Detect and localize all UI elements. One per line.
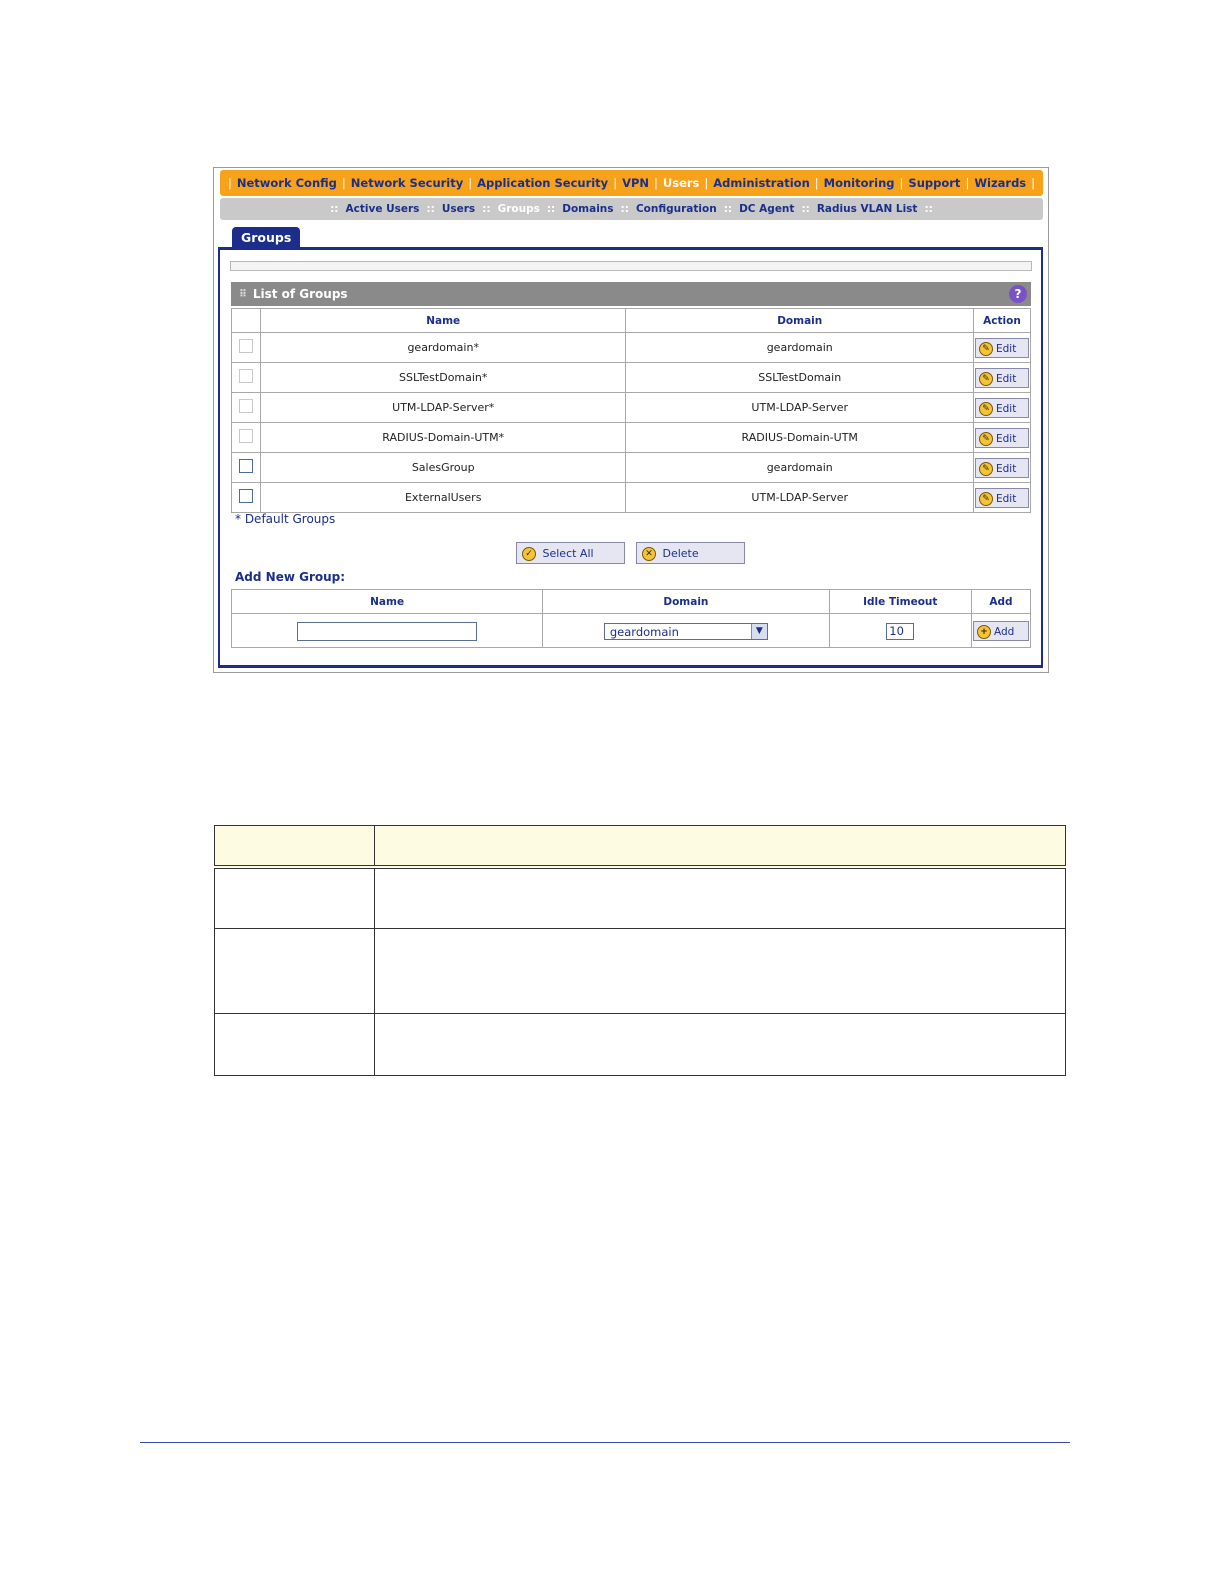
edit-icon: ✎ (979, 492, 993, 506)
subnav-separator: :: (546, 203, 556, 215)
message-bar (230, 261, 1032, 271)
nav-separator: | (1031, 176, 1036, 190)
footer-rule (140, 1442, 1070, 1443)
subnav-separator: :: (723, 203, 733, 215)
add-column-name: Name (232, 590, 543, 614)
subnav-separator: :: (924, 203, 933, 215)
add-group-table (231, 589, 1031, 648)
table-row (232, 453, 1031, 483)
nav-separator: | (704, 176, 709, 190)
delete-icon: ✕ (642, 547, 656, 561)
idle-timeout-cell (829, 614, 971, 648)
description-cell (375, 929, 1066, 1014)
select-all-label: Select All (542, 547, 594, 560)
group-name: SalesGroup (260, 453, 625, 483)
table-row (232, 333, 1031, 363)
section-title: List of Groups (252, 287, 348, 301)
grip-icon: ⠿ (239, 288, 247, 300)
edit-icon: ✎ (979, 402, 993, 416)
nav-users[interactable]: Users (662, 176, 700, 190)
edit-button[interactable] (975, 398, 1029, 418)
description-table (214, 825, 1066, 1076)
nav-network-security[interactable]: Network Security (350, 176, 464, 190)
delete-button[interactable] (636, 542, 745, 564)
nav-separator: | (899, 176, 904, 190)
table-row (232, 393, 1031, 423)
edit-label: Edit (996, 402, 1017, 415)
group-name: RADIUS-Domain-UTM* (260, 423, 625, 453)
description-header-row (215, 826, 1066, 868)
edit-label: Edit (996, 462, 1017, 475)
subnav-active-users[interactable]: Active Users (345, 203, 420, 215)
add-column-idle-timeout: Idle Timeout (829, 590, 971, 614)
group-domain: UTM-LDAP-Server (626, 393, 974, 423)
edit-icon: ✎ (979, 462, 993, 476)
check-icon: ✓ (522, 547, 536, 561)
row-checkbox (239, 369, 253, 383)
edit-label: Edit (996, 432, 1017, 445)
action-cell (974, 483, 1031, 513)
edit-icon: ✎ (979, 432, 993, 446)
row-checkbox-cell (232, 423, 261, 453)
edit-button[interactable] (975, 368, 1029, 388)
select-all-button[interactable] (516, 542, 625, 564)
domain-cell (543, 614, 829, 648)
subnav-separator: :: (801, 203, 810, 215)
row-checkbox-cell (232, 393, 261, 423)
action-cell (974, 363, 1031, 393)
delete-label: Delete (662, 547, 699, 560)
row-checkbox[interactable] (239, 489, 253, 503)
subnav-radius-vlan-list[interactable]: Radius VLAN List (816, 203, 918, 215)
checkbox-column-header (232, 309, 261, 333)
description-cell (375, 867, 1066, 929)
add-group-header (232, 590, 1031, 614)
subnav-dc-agent[interactable]: DC Agent (739, 203, 795, 215)
column-header-name: Name (260, 309, 625, 333)
subnav-users[interactable]: Users (441, 203, 476, 215)
table-row (232, 423, 1031, 453)
idle-timeout-input[interactable]: 10 (886, 623, 914, 640)
action-cell (974, 333, 1031, 363)
nav-separator: | (965, 176, 970, 190)
nav-application-security[interactable]: Application Security (477, 176, 609, 190)
row-checkbox-cell (232, 453, 261, 483)
description-row (215, 929, 1066, 1014)
description-header-cell (375, 826, 1066, 868)
nav-vpn[interactable]: VPN (622, 176, 650, 190)
domain-select[interactable] (604, 623, 768, 640)
subnav-separator: :: (482, 203, 491, 215)
add-cell (972, 614, 1031, 648)
tab-groups[interactable]: Groups (232, 227, 300, 248)
group-domain: geardomain (626, 453, 974, 483)
column-header-domain: Domain (626, 309, 974, 333)
nav-wizards[interactable]: Wizards (974, 176, 1027, 190)
top-nav (220, 170, 1043, 196)
group-name: UTM-LDAP-Server* (260, 393, 625, 423)
nav-separator: | (814, 176, 819, 190)
edit-label: Edit (996, 372, 1017, 385)
list-of-groups-header (231, 282, 1031, 306)
group-domain: RADIUS-Domain-UTM (626, 423, 974, 453)
edit-button[interactable] (975, 458, 1029, 478)
edit-label: Edit (996, 492, 1017, 505)
edit-button[interactable] (975, 338, 1029, 358)
group-name: SSLTestDomain* (260, 363, 625, 393)
subnav-groups[interactable]: Groups (497, 203, 540, 215)
nav-separator: | (654, 176, 658, 190)
group-name: geardomain* (260, 333, 625, 363)
nav-administration[interactable]: Administration (713, 176, 810, 190)
table-row (232, 483, 1031, 513)
name-cell (232, 614, 543, 648)
add-column-add: Add (972, 590, 1031, 614)
nav-separator: | (227, 176, 232, 190)
action-cell (974, 423, 1031, 453)
description-header-cell (215, 826, 375, 868)
description-cell (215, 1014, 375, 1076)
help-icon[interactable]: ? (1009, 285, 1027, 303)
default-groups-note: * Default Groups (235, 512, 336, 526)
plus-icon: + (977, 625, 991, 639)
nav-network-config[interactable]: Network Config (236, 176, 337, 190)
add-new-group-label: Add New Group: (235, 570, 346, 584)
group-domain: SSLTestDomain (626, 363, 974, 393)
nav-support[interactable]: Support (908, 176, 961, 190)
row-checkbox-cell (232, 333, 261, 363)
nav-monitoring[interactable]: Monitoring (823, 176, 895, 190)
description-cell (215, 929, 375, 1014)
subnav-separator: :: (620, 203, 629, 215)
sub-nav (220, 198, 1043, 220)
row-checkbox (239, 339, 253, 353)
subnav-configuration[interactable]: Configuration (635, 203, 717, 215)
description-row (215, 867, 1066, 929)
row-checkbox-cell (232, 483, 261, 513)
subnav-separator: :: (330, 203, 339, 215)
description-cell (375, 1014, 1066, 1076)
description-row (215, 1014, 1066, 1076)
groups-table-header (232, 309, 1031, 333)
edit-icon: ✎ (979, 372, 993, 386)
nav-separator: | (613, 176, 618, 190)
add-group-row (232, 614, 1031, 648)
edit-button[interactable] (975, 488, 1029, 508)
row-checkbox-cell (232, 363, 261, 393)
nav-separator: | (341, 176, 346, 190)
row-checkbox (239, 429, 253, 443)
domain-select-value: geardomain (609, 624, 679, 639)
edit-icon: ✎ (979, 342, 993, 356)
description-cell (215, 867, 375, 929)
column-header-action: Action (974, 309, 1031, 333)
add-column-domain: Domain (543, 590, 829, 614)
group-name-input[interactable] (297, 622, 477, 641)
add-label: Add (994, 626, 1015, 638)
group-name: ExternalUsers (260, 483, 625, 513)
row-checkbox[interactable] (239, 459, 253, 473)
subnav-domains[interactable]: Domains (562, 203, 614, 215)
action-cell (974, 393, 1031, 423)
screenshot-frame (213, 167, 1049, 673)
action-cell (974, 453, 1031, 483)
table-row (232, 363, 1031, 393)
nav-separator: | (468, 176, 473, 190)
subnav-separator: :: (426, 203, 435, 215)
group-domain: geardomain (626, 333, 974, 363)
chevron-down-icon[interactable]: ▼ (751, 624, 767, 639)
row-checkbox (239, 399, 253, 413)
edit-button[interactable] (975, 428, 1029, 448)
group-domain: UTM-LDAP-Server (626, 483, 974, 513)
edit-label: Edit (996, 342, 1017, 355)
groups-table (231, 308, 1031, 513)
add-button[interactable] (973, 621, 1029, 641)
